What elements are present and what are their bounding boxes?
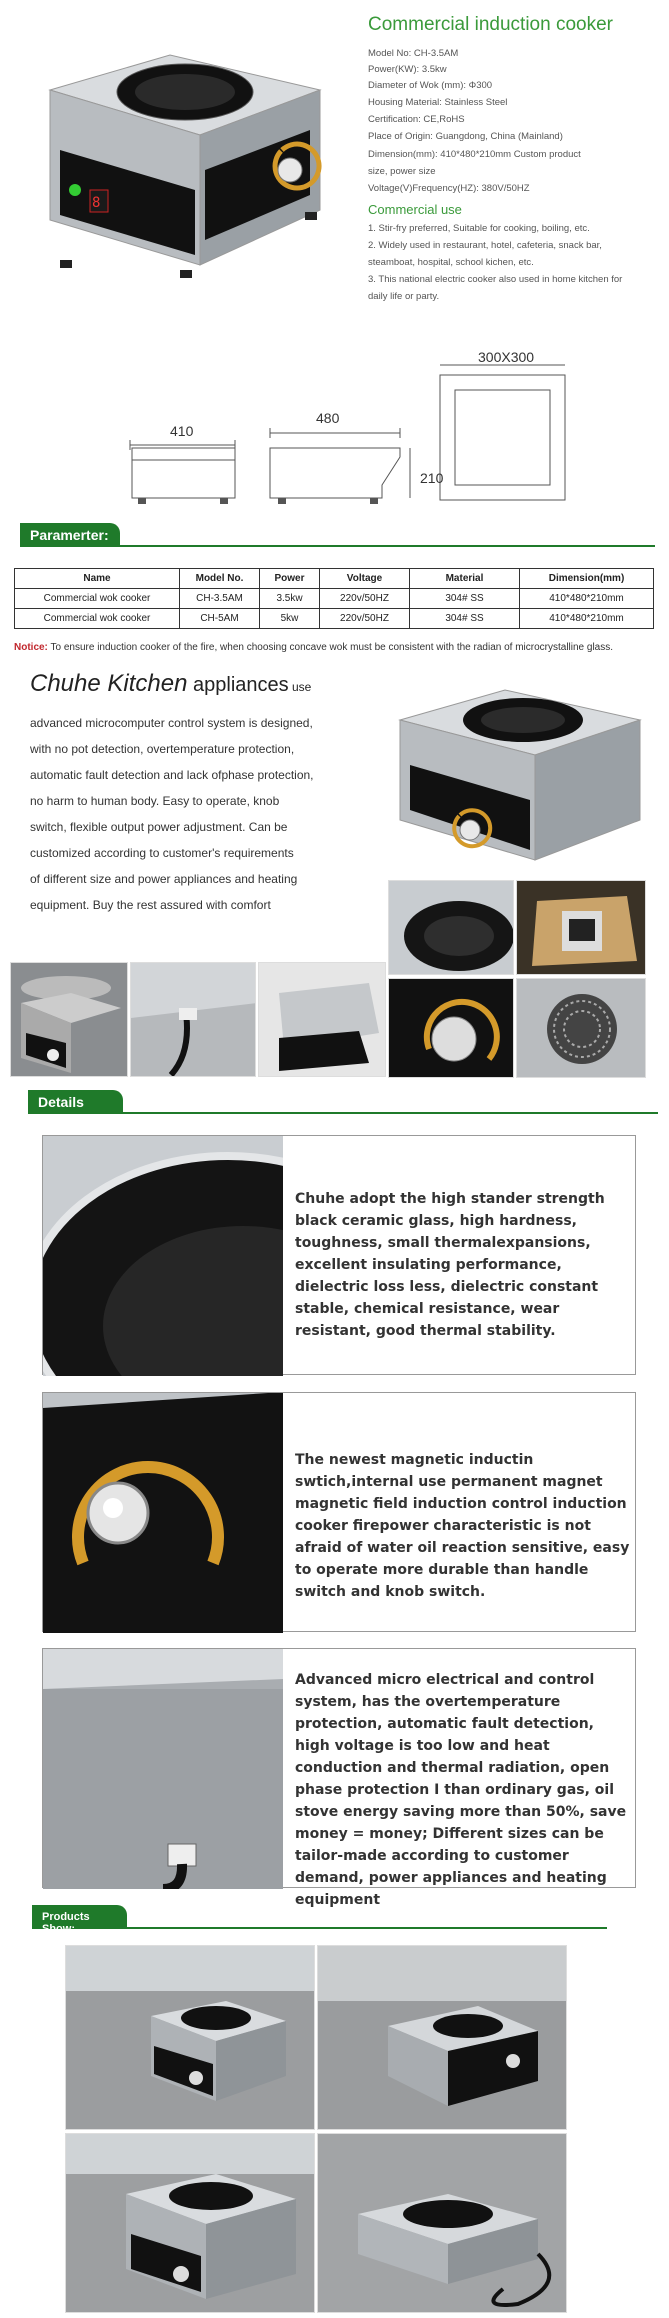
cell: 220v/50HZ [320, 589, 410, 609]
details-rule [123, 1112, 658, 1114]
cell: Commercial wok cooker [15, 609, 180, 629]
cell: 410*480*210mm [520, 609, 654, 629]
notice-text: To ensure induction cooker of the fire, when choosing concave wok must be consistent with the radian of microcrystalline glass. [47, 642, 614, 653]
svg-text:8: 8 [92, 195, 101, 211]
use-line-2: 2. Widely used in restaurant, hotel, cafeteria, snack bar, [368, 240, 602, 251]
cell: 304# SS [410, 609, 520, 629]
spec-voltage: Voltage(V)Frequency(HZ): 380V/50HZ [368, 183, 530, 194]
brand-name: Chuhe Kitchen [30, 670, 188, 697]
detail-image-cable [43, 1649, 283, 1889]
photo-packing [516, 880, 646, 975]
intro-line: advanced microcomputer control system is designed, [30, 716, 313, 730]
detail-image-glass [43, 1136, 283, 1376]
photo-cooker-pan [10, 962, 128, 1077]
col-model: Model No. [180, 569, 260, 589]
cell: Commercial wok cooker [15, 589, 180, 609]
show-photo-1 [65, 1945, 315, 2130]
parameter-table [14, 568, 654, 629]
dim-top: 300X300 [478, 349, 535, 365]
intro-line: automatic fault detection and lack ofphase protection, [30, 768, 314, 782]
spec-model: Model No: CH-3.5AM [368, 48, 459, 59]
col-dimension: Dimension(mm) [520, 569, 654, 589]
photo-wok-top [388, 880, 514, 975]
show-photo-3 [65, 2133, 315, 2313]
product-title: Commercial induction cooker [368, 14, 613, 35]
detail-card-control [42, 1648, 636, 1908]
commercial-use-title: Commercial use [368, 202, 462, 217]
intro-paragraph [30, 710, 375, 918]
detail-image-knob [43, 1393, 283, 1633]
details-heading: Details [28, 1090, 123, 1114]
spec-origin: Place of Origin: Guangdong, China (Mainland) [368, 131, 563, 142]
use-line-4: 3. This national electric cooker also used in home kitchen for [368, 274, 623, 285]
show-photo-2 [317, 1945, 567, 2130]
intro-line: with no pot detection, overtemperature protection, [30, 742, 295, 756]
use-line-5: daily life or party. [368, 291, 440, 302]
spec-diameter: Diameter of Wok (mm): Φ300 [368, 80, 493, 91]
use-line-1: 1. Stir-fry preferred, Suitable for cooking, boiling, etc. [368, 223, 590, 234]
photo-knob [388, 978, 514, 1078]
dim-width: 410 [170, 423, 194, 439]
cell: 5kw [260, 609, 320, 629]
table-row [15, 609, 654, 629]
dim-depth: 480 [316, 410, 340, 426]
intro-cooker-image [385, 680, 655, 870]
photo-underside [258, 962, 386, 1077]
notice-label: Notice: [14, 642, 48, 653]
intro-line: of different size and power appliances and heating [30, 872, 298, 886]
detail-text-glass: Chuhe adopt the high stander strength black ceramic glass, high hardness, toughness, small thermalexpansions, excellent insulating performance, dielectric loss less, dielectric constant stable, chemical resistance, wear resistant, good thermal stability. [295, 1191, 605, 1339]
products-heading: Products Show: [32, 1905, 127, 1929]
show-photo-4 [317, 2133, 567, 2313]
cell: CH-5AM [180, 609, 260, 629]
col-material: Material [410, 569, 520, 589]
brand-subtitle: appliances [187, 674, 289, 696]
detail-text-switch: The newest magnetic inductin swtich,internal use permanent magnet magnetic field induction control induction cooker firepower characteristic is not afraid of water oil reaction sensitive, easy to operate more durable than handle switch and knob switch. [295, 1452, 630, 1600]
hero-cooker-image [20, 30, 340, 280]
notice [14, 642, 664, 653]
spec-certification: Certification: CE,RoHS [368, 114, 465, 125]
photo-cable [130, 962, 256, 1077]
cell: CH-3.5AM [180, 589, 260, 609]
intro-line: customized according to customer's requirements [30, 846, 294, 860]
spec-housing: Housing Material: Stainless Steel [368, 97, 508, 108]
spec-dimension-cont: size, power size [368, 166, 436, 177]
cell: 3.5kw [260, 589, 320, 609]
col-name: Name [15, 569, 180, 589]
cell: 410*480*210mm [520, 589, 654, 609]
dimension-drawing [120, 345, 660, 515]
brand-use: use [288, 680, 312, 694]
photo-fan [516, 978, 646, 1078]
parameter-rule [120, 545, 655, 547]
table-header-row [15, 569, 654, 589]
intro-line: switch, flexible output power adjustment. Can be [30, 820, 288, 834]
cell: 304# SS [410, 589, 520, 609]
products-rule [127, 1927, 607, 1929]
detail-text-control: Advanced micro electrical and control system, has the overtemperature protection, automatic fault detection, high voltage is too low and heat conduction and thermal radiation, open phase protection I than ordinary gas, oil stove energy saving more than 50%, save money = money; Different sizes can be tailor-made according to customer demand, power appliances and heating equipment [295, 1672, 627, 1908]
brand-title [30, 670, 311, 698]
dim-height: 210 [420, 470, 444, 486]
table-row [15, 589, 654, 609]
use-line-3: steamboat, hospital, school kichen, etc. [368, 257, 534, 268]
spec-power: Power(KW): 3.5kw [368, 64, 447, 75]
spec-dimension: Dimension(mm): 410*480*210mm Custom product [368, 149, 581, 160]
intro-line: equipment. Buy the rest assured with comfort [30, 898, 271, 912]
intro-line: no harm to human body. Easy to operate, knob [30, 794, 280, 808]
parameter-heading: Paramerter: [20, 523, 120, 547]
detail-card-switch [42, 1392, 636, 1632]
col-voltage: Voltage [320, 569, 410, 589]
col-power: Power [260, 569, 320, 589]
cell: 220v/50HZ [320, 609, 410, 629]
detail-card-glass [42, 1135, 636, 1375]
